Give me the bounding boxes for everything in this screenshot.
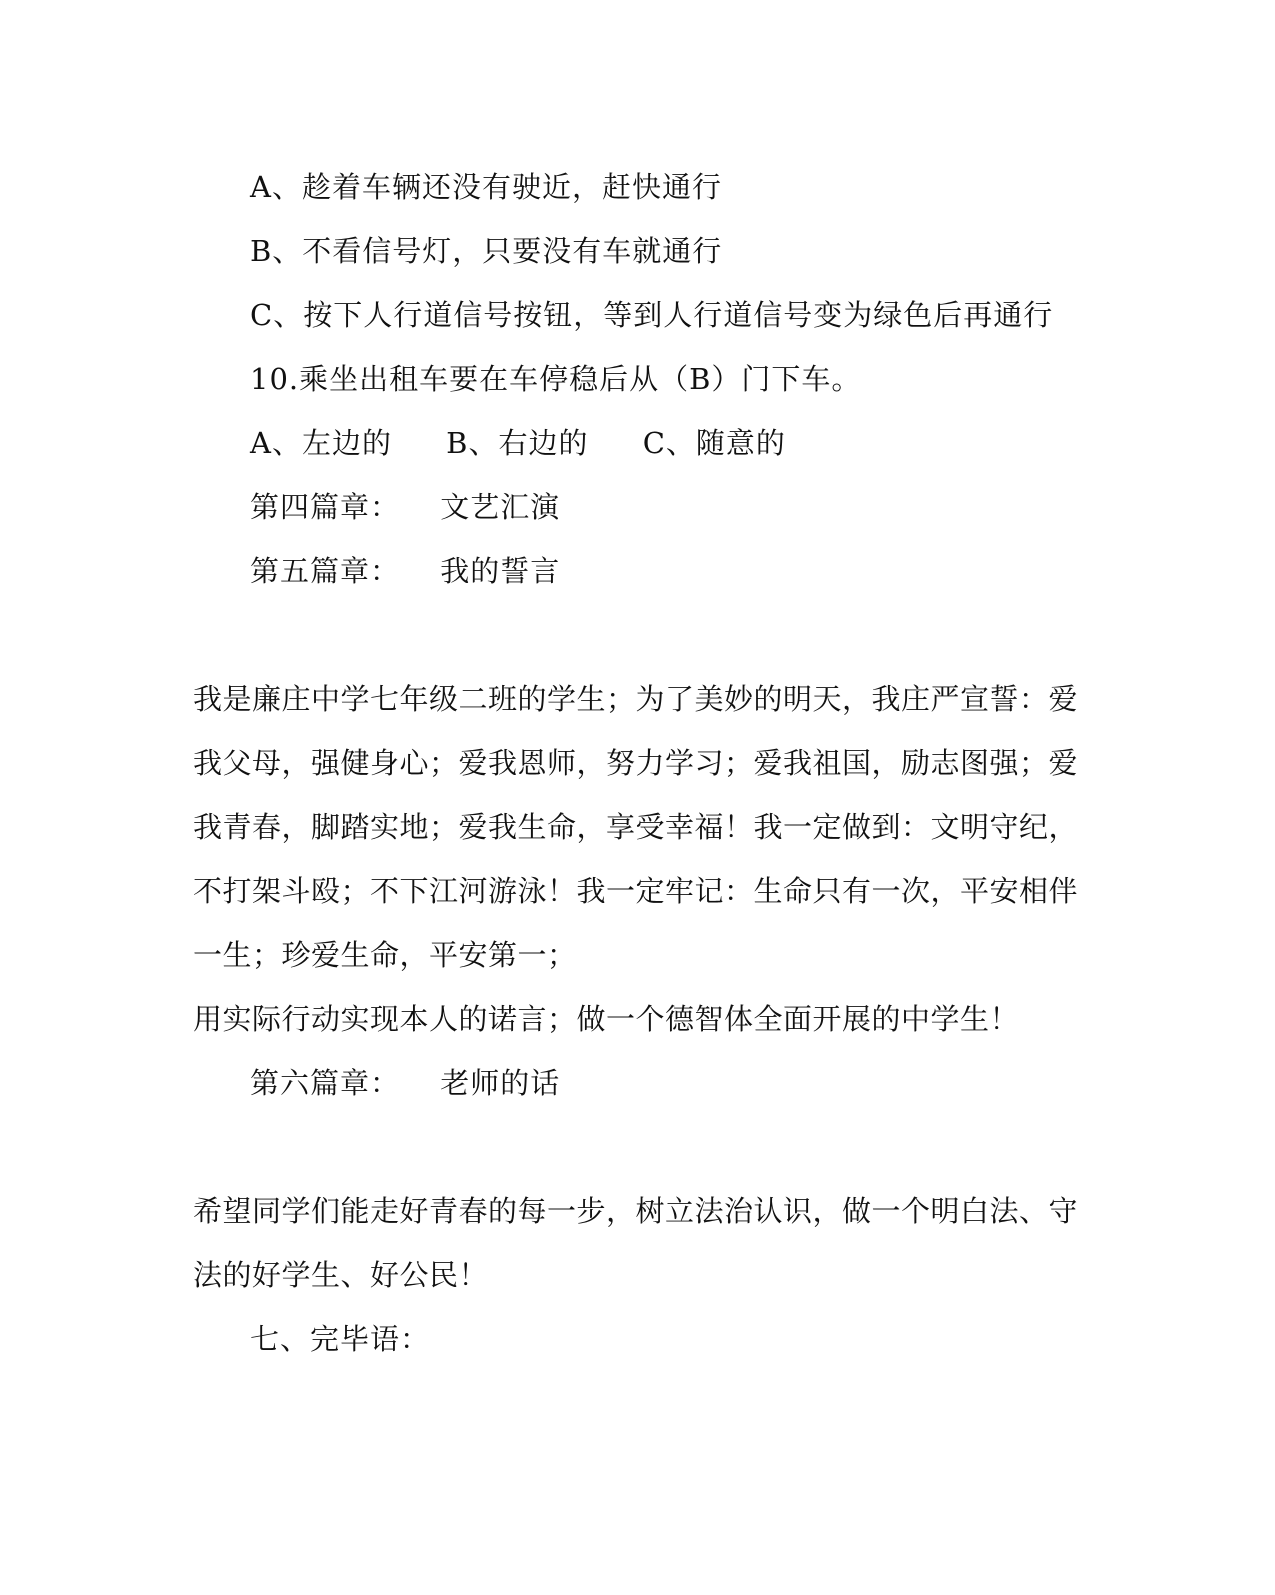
q9-option-b: B、不看信号灯，只要没有车就通行: [250, 234, 723, 268]
teacher-line-2: 法的好学生、好公民！: [193, 1258, 489, 1292]
chapter-5-heading: [250, 551, 560, 591]
q9-option-a: A、趁着车辆还没有驶近，赶快通行: [250, 170, 722, 204]
chapter-4-title: 文艺汇演: [440, 490, 561, 524]
q10-options: [250, 423, 786, 463]
closing-heading: 七、完毕语：: [250, 1322, 431, 1356]
q9-option-c: C、按下人行道信号按钮，等到人行道信号变为绿色后再通行: [250, 298, 1054, 332]
chapter-5-title: 我的誓言: [440, 554, 561, 588]
chapter-4-label: 第四篇章：: [250, 490, 401, 524]
oath-line-2: 我父母，强健身心；爱我恩师，努力学习；爱我祖国，励志图强；爱: [193, 746, 1079, 780]
teacher-line-1: 希望同学们能走好青春的每一步，树立法治认识，做一个明白法、守: [193, 1194, 1079, 1228]
oath-line-3: 我青春，脚踏实地；爱我生命，享受幸福！我一定做到：文明守纪，: [193, 810, 1079, 844]
oath-line-4: 不打架斗殴；不下江河游泳！我一定牢记：生命只有一次，平安相伴: [193, 874, 1079, 908]
chapter-4-heading: [250, 487, 560, 527]
q10-option-a: A、左边的: [250, 426, 392, 460]
chapter-6-label: 第六篇章：: [250, 1066, 401, 1100]
chapter-5-label: 第五篇章：: [250, 554, 401, 588]
q10-option-c: C、随意的: [642, 426, 786, 460]
chapter-6-title: 老师的话: [440, 1066, 561, 1100]
q10-stem: 10.乘坐出租车要在车停稳后从（B）门下车。: [250, 362, 862, 396]
oath-line-5: 一生；珍爱生命，平安第一；: [193, 938, 577, 972]
oath-line-1: 我是廉庄中学七年级二班的学生；为了美妙的明天，我庄严宣誓：爱: [193, 682, 1079, 716]
q10-option-b: B、右边的: [446, 426, 589, 460]
chapter-6-heading: [250, 1063, 560, 1103]
oath-line-6: 用实际行动实现本人的诺言；做一个德智体全面开展的中学生！: [193, 1002, 1020, 1036]
